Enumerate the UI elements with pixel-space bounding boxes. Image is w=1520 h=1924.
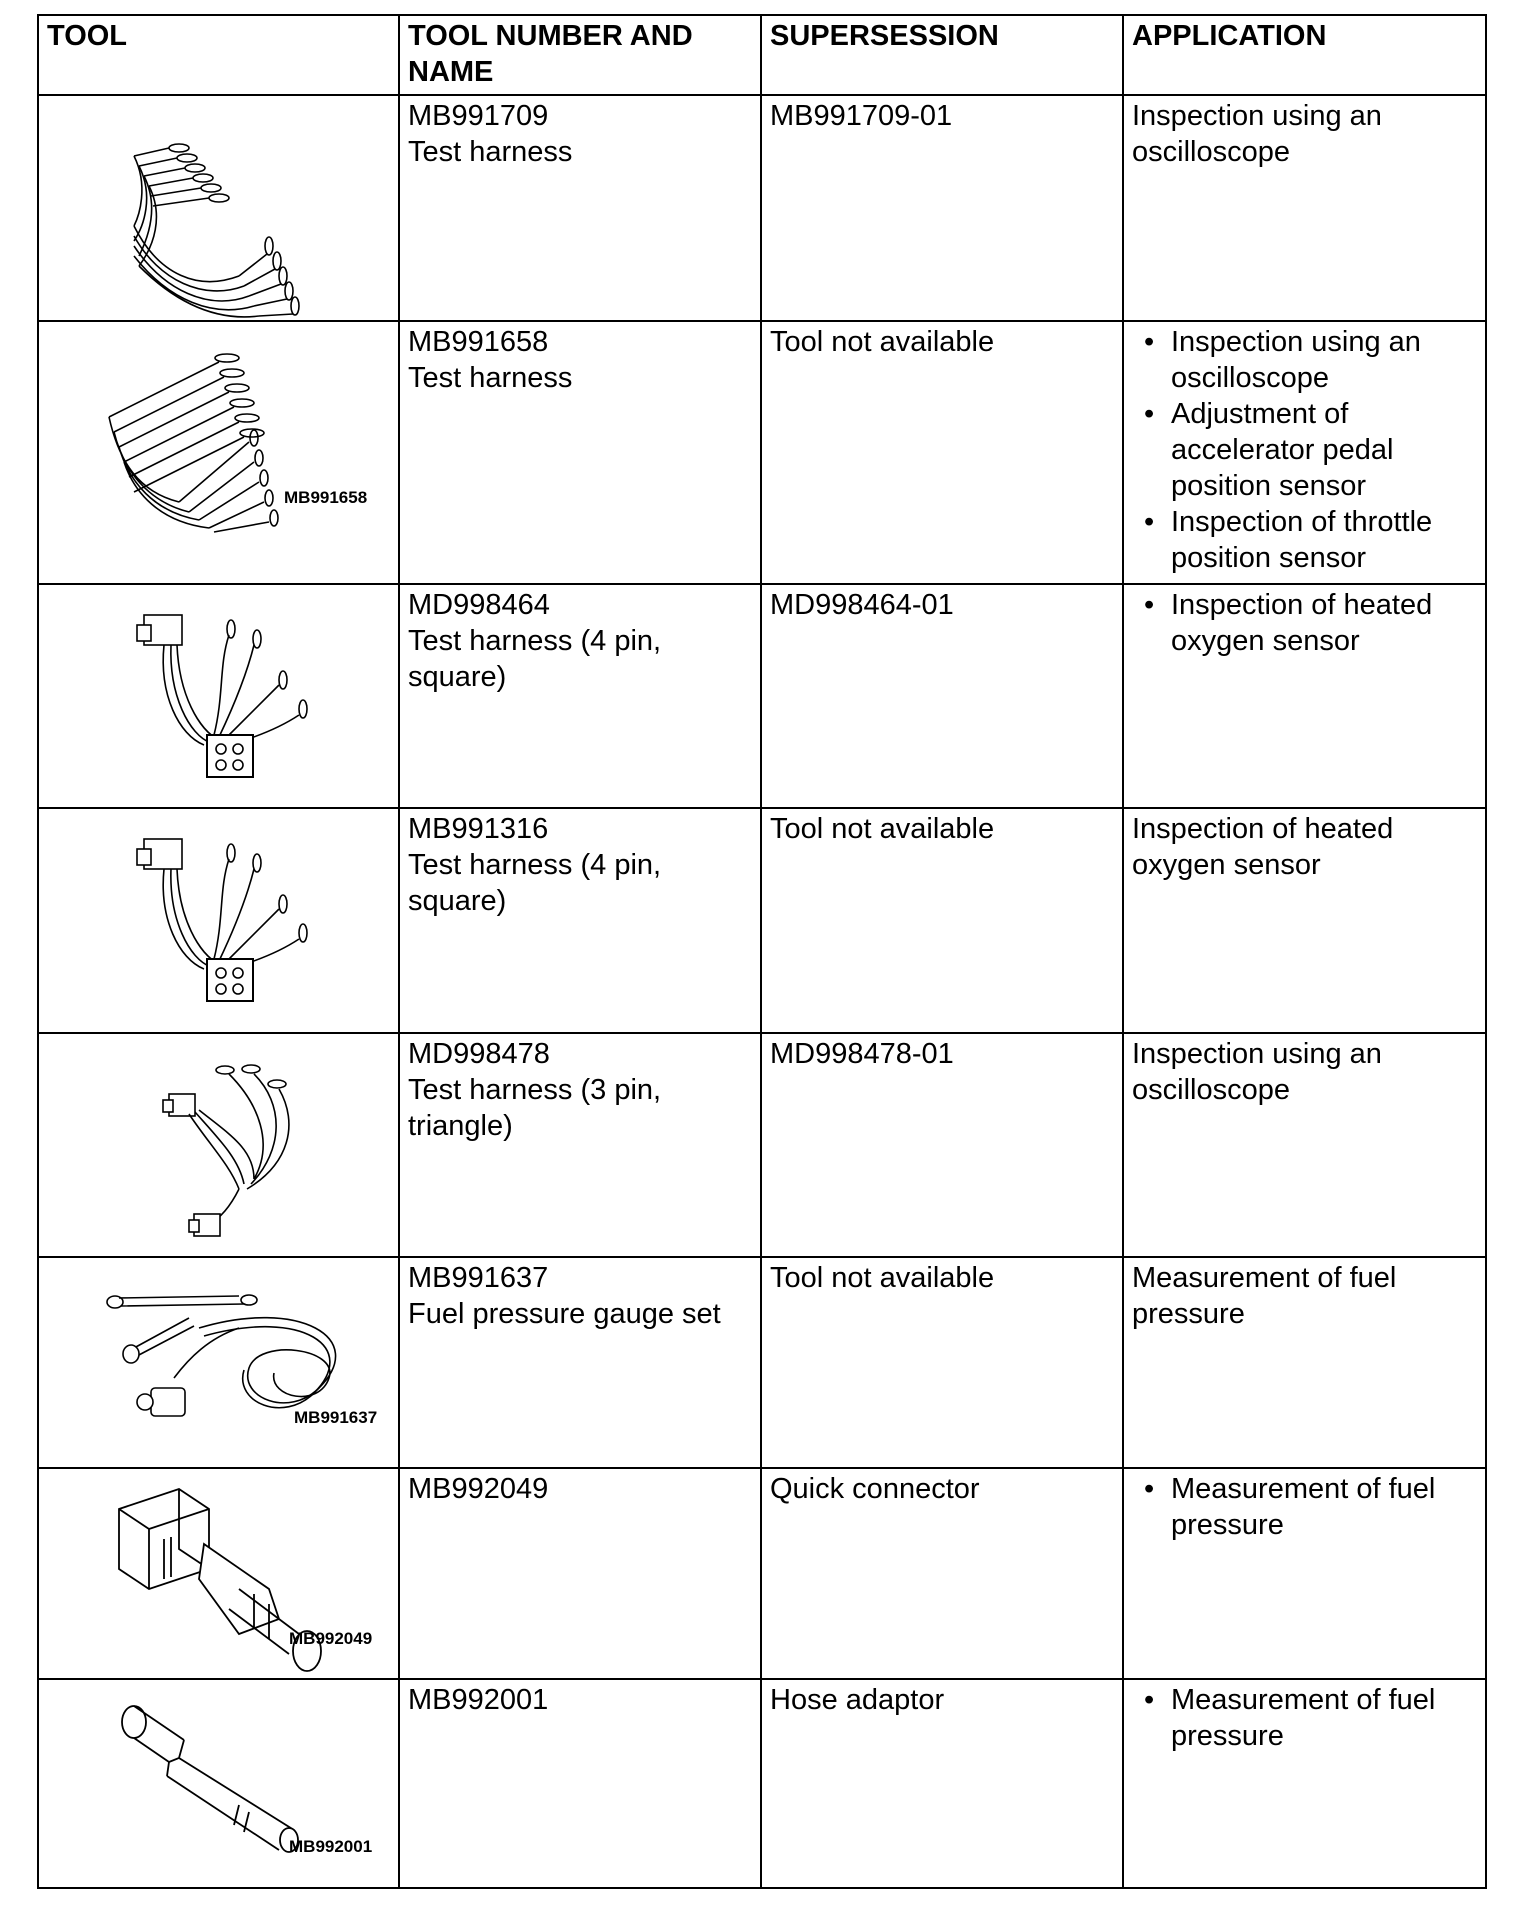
application-cell: Measurement of fuel pressure xyxy=(1123,1257,1486,1468)
tool-number: MB991709 xyxy=(408,100,549,132)
application-cell xyxy=(1123,584,1486,808)
table-row xyxy=(38,1257,1486,1468)
test-harness-4pin-illustration xyxy=(39,585,400,809)
list-item: • Adjustment of accelerator pedal position sensor xyxy=(1171,396,1477,504)
list-item: • Inspection using an oscilloscope xyxy=(1171,324,1477,396)
tool-name: Test harness xyxy=(408,136,573,168)
supersession-cell: Tool not available xyxy=(761,321,1123,584)
header-application: APPLICATION xyxy=(1123,15,1486,95)
tool-image-cell xyxy=(38,1679,399,1888)
tool-number-name-cell xyxy=(399,584,761,808)
tool-number: MB992001 xyxy=(408,1684,549,1716)
special-tools-table xyxy=(37,14,1487,1889)
header-supersession: SUPERSESSION xyxy=(761,15,1123,95)
tool-number: MB991637 xyxy=(408,1262,549,1294)
tool-number-name-cell xyxy=(399,321,761,584)
table-row xyxy=(38,1468,1486,1679)
tool-number-name-cell xyxy=(399,1468,761,1679)
application-cell: Inspection using an oscilloscope xyxy=(1123,1033,1486,1257)
supersession-cell: Tool not available xyxy=(761,808,1123,1033)
tool-number-name-cell xyxy=(399,1257,761,1468)
table-row xyxy=(38,808,1486,1033)
tool-number: MD998464 xyxy=(408,589,550,621)
tool-code-label: MB992049 xyxy=(289,1629,373,1648)
tool-number-name-cell xyxy=(399,808,761,1033)
supersession-cell: MD998464-01 xyxy=(761,584,1123,808)
header-row xyxy=(38,15,1486,95)
tool-name: Test harness (4 pin, square) xyxy=(408,625,662,693)
tool-number: MB991658 xyxy=(408,326,549,358)
tool-name: Fuel pressure gauge set xyxy=(408,1298,721,1330)
tool-image-cell xyxy=(38,1257,399,1468)
tool-number-name-cell xyxy=(399,1679,761,1888)
test-harness-illustration xyxy=(39,322,400,585)
table-row xyxy=(38,321,1486,584)
tool-image-cell xyxy=(38,95,399,321)
tool-number: MB992049 xyxy=(408,1473,549,1505)
tool-code-label: MB991637 xyxy=(294,1408,378,1427)
tool-name: Test harness (4 pin, square) xyxy=(408,849,662,917)
fuel-pressure-gauge-set-illustration xyxy=(39,1258,400,1469)
tool-number-name-cell xyxy=(399,1033,761,1257)
supersession-cell: Quick connector xyxy=(761,1468,1123,1679)
tool-code-label: MB991658 xyxy=(284,488,368,507)
table-row xyxy=(38,95,1486,321)
tool-name: Test harness xyxy=(408,362,573,394)
supersession-cell: MB991709-01 xyxy=(761,95,1123,321)
tool-number-name-cell xyxy=(399,95,761,321)
test-harness-illustration xyxy=(39,96,400,322)
supersession-cell: Hose adaptor xyxy=(761,1679,1123,1888)
supersession-cell: MD998478-01 xyxy=(761,1033,1123,1257)
test-harness-3pin-illustration xyxy=(39,1034,400,1258)
tool-number: MB991316 xyxy=(408,813,549,845)
application-cell: Inspection using an oscilloscope xyxy=(1123,95,1486,321)
supersession-cell: Tool not available xyxy=(761,1257,1123,1468)
tool-image-cell xyxy=(38,584,399,808)
header-tool: TOOL xyxy=(38,15,399,95)
hose-adaptor-illustration xyxy=(39,1680,400,1889)
list-item: • Measurement of fuel pressure xyxy=(1171,1471,1477,1543)
application-cell xyxy=(1123,321,1486,584)
tool-image-cell xyxy=(38,1468,399,1679)
tool-name: Test harness (3 pin, triangle) xyxy=(408,1074,662,1142)
table-row xyxy=(38,584,1486,808)
list-item: • Measurement of fuel pressure xyxy=(1171,1682,1477,1754)
application-cell xyxy=(1123,1679,1486,1888)
tool-image-cell xyxy=(38,1033,399,1257)
table-row xyxy=(38,1033,1486,1257)
list-item: • Inspection of throttle position sensor xyxy=(1171,504,1477,576)
application-cell xyxy=(1123,1468,1486,1679)
table-row xyxy=(38,1679,1486,1888)
tool-number: MD998478 xyxy=(408,1038,550,1070)
list-item: • Inspection of heated oxygen sensor xyxy=(1171,587,1477,659)
test-harness-4pin-illustration xyxy=(39,809,400,1034)
application-cell: Inspection of heated oxygen sensor xyxy=(1123,808,1486,1033)
header-tool-number-and-name: TOOL NUMBER AND NAME xyxy=(399,15,761,95)
tool-image-cell xyxy=(38,321,399,584)
tool-code-label: MB992001 xyxy=(289,1837,373,1856)
tool-image-cell xyxy=(38,808,399,1033)
